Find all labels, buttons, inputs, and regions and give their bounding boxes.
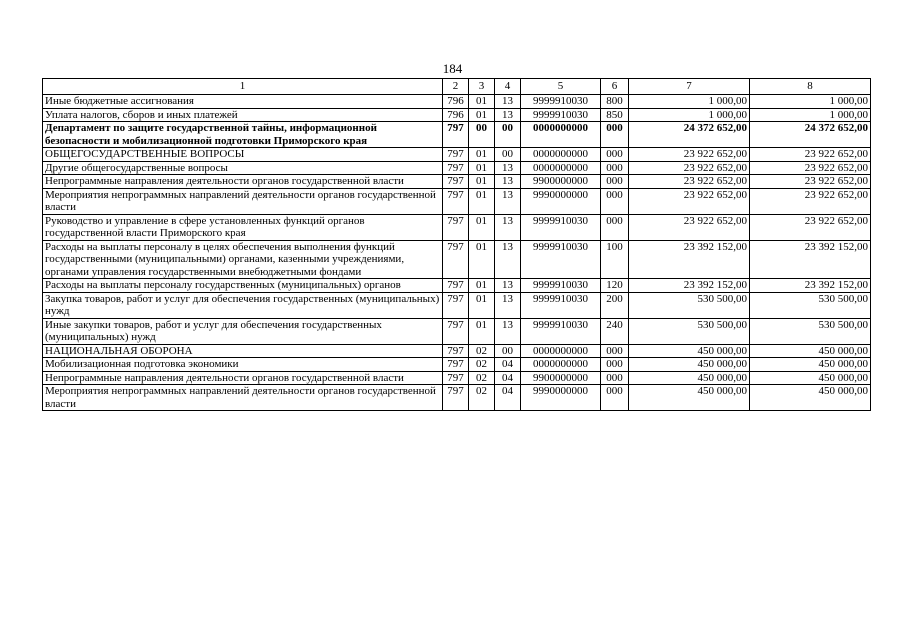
row-ved: 797: [443, 344, 469, 358]
row-name: Мобилизационная подготовка экономики: [43, 358, 443, 372]
row-subsection: 00: [495, 122, 521, 148]
row-target-code: 9900000000: [521, 371, 601, 385]
header-cell-8: 8: [750, 79, 871, 95]
header-cell-7: 7: [629, 79, 750, 95]
row-sum-2: 1 000,00: [750, 95, 871, 109]
row-sum-1: 450 000,00: [629, 358, 750, 372]
row-ved: 797: [443, 318, 469, 344]
table-row: [43, 214, 871, 240]
row-name: Расходы на выплаты персоналу в целях обеспечения выполнения функций государственными (муниципальными) органами, казенными учреждениями, органами управления государственными внебюджетными фондами: [43, 240, 443, 279]
row-subsection: 04: [495, 358, 521, 372]
table-row: [43, 240, 871, 279]
row-sum-2: 450 000,00: [750, 385, 871, 411]
row-expense-type: 000: [601, 358, 629, 372]
row-target-code: 0000000000: [521, 358, 601, 372]
table-row: [43, 148, 871, 162]
row-section: 00: [469, 122, 495, 148]
table-row: [43, 108, 871, 122]
row-ved: 797: [443, 161, 469, 175]
row-target-code: 9990000000: [521, 385, 601, 411]
table-row: [43, 188, 871, 214]
row-expense-type: 000: [601, 175, 629, 189]
row-sum-1: 23 392 152,00: [629, 279, 750, 293]
budget-table: [42, 78, 871, 411]
row-expense-type: 100: [601, 240, 629, 279]
row-subsection: 13: [495, 240, 521, 279]
row-name: Уплата налогов, сборов и иных платежей: [43, 108, 443, 122]
row-sum-1: 1 000,00: [629, 95, 750, 109]
row-name: Иные закупки товаров, работ и услуг для обеспечения государственных (муниципальных) нужд: [43, 318, 443, 344]
row-sum-2: 450 000,00: [750, 358, 871, 372]
table-header-row: [43, 79, 871, 95]
header-cell-3: 3: [469, 79, 495, 95]
row-subsection: 13: [495, 161, 521, 175]
row-subsection: 13: [495, 214, 521, 240]
row-expense-type: 000: [601, 385, 629, 411]
row-target-code: 9999910030: [521, 108, 601, 122]
row-name: Мероприятия непрограммных направлений деятельности органов государственной власти: [43, 188, 443, 214]
row-section: 02: [469, 371, 495, 385]
row-sum-1: 450 000,00: [629, 371, 750, 385]
row-subsection: 13: [495, 95, 521, 109]
row-name: Иные бюджетные ассигнования: [43, 95, 443, 109]
row-section: 02: [469, 385, 495, 411]
row-ved: 797: [443, 175, 469, 189]
row-subsection: 13: [495, 279, 521, 293]
row-subsection: 13: [495, 188, 521, 214]
row-section: 01: [469, 318, 495, 344]
row-section: 01: [469, 175, 495, 189]
row-section: 01: [469, 161, 495, 175]
row-subsection: 13: [495, 292, 521, 318]
row-sum-1: 450 000,00: [629, 385, 750, 411]
row-sum-1: 23 392 152,00: [629, 240, 750, 279]
row-name: Закупка товаров, работ и услуг для обеспечения государственных (муниципальных) нужд: [43, 292, 443, 318]
table-row: [43, 371, 871, 385]
row-ved: 797: [443, 358, 469, 372]
row-sum-1: 530 500,00: [629, 318, 750, 344]
row-target-code: 9999910030: [521, 318, 601, 344]
row-section: 01: [469, 95, 495, 109]
row-expense-type: 240: [601, 318, 629, 344]
row-sum-1: 23 922 652,00: [629, 148, 750, 162]
row-target-code: 9999910030: [521, 214, 601, 240]
row-ved: 796: [443, 95, 469, 109]
row-sum-2: 23 922 652,00: [750, 148, 871, 162]
row-subsection: 00: [495, 148, 521, 162]
row-sum-2: 23 922 652,00: [750, 188, 871, 214]
table-row: [43, 292, 871, 318]
row-ved: 797: [443, 292, 469, 318]
row-ved: 796: [443, 108, 469, 122]
row-name: ОБЩЕГОСУДАРСТВЕННЫЕ ВОПРОСЫ: [43, 148, 443, 162]
row-ved: 797: [443, 240, 469, 279]
row-ved: 797: [443, 122, 469, 148]
row-ved: 797: [443, 214, 469, 240]
row-sum-1: 23 922 652,00: [629, 161, 750, 175]
page-number: 184: [442, 61, 463, 76]
row-sum-1: 23 922 652,00: [629, 214, 750, 240]
row-expense-type: 000: [601, 161, 629, 175]
row-section: 01: [469, 188, 495, 214]
row-subsection: 13: [495, 318, 521, 344]
row-section: 02: [469, 344, 495, 358]
row-name: Руководство и управление в сфере установленных функций органов государственной власти Приморского края: [43, 214, 443, 240]
row-sum-2: 24 372 652,00: [750, 122, 871, 148]
table-row: [43, 161, 871, 175]
table-row-department: [43, 122, 871, 148]
row-ved: 797: [443, 188, 469, 214]
row-sum-1: 530 500,00: [629, 292, 750, 318]
row-section: 01: [469, 214, 495, 240]
row-name: Непрограммные направления деятельности органов государственной власти: [43, 175, 443, 189]
row-target-code: 9999910030: [521, 279, 601, 293]
row-expense-type: 000: [601, 188, 629, 214]
row-target-code: 9999910030: [521, 292, 601, 318]
row-target-code: 0000000000: [521, 344, 601, 358]
row-name: Другие общегосударственные вопросы: [43, 161, 443, 175]
row-expense-type: 800: [601, 95, 629, 109]
row-sum-2: 23 392 152,00: [750, 240, 871, 279]
row-section: 01: [469, 292, 495, 318]
row-ved: 797: [443, 371, 469, 385]
table-row: [43, 358, 871, 372]
row-sum-2: 450 000,00: [750, 344, 871, 358]
row-section: 01: [469, 279, 495, 293]
row-subsection: 04: [495, 371, 521, 385]
row-name: НАЦИОНАЛЬНАЯ ОБОРОНА: [43, 344, 443, 358]
row-section: 01: [469, 148, 495, 162]
table-row: [43, 95, 871, 109]
row-sum-2: 23 392 152,00: [750, 279, 871, 293]
row-subsection: 00: [495, 344, 521, 358]
row-sum-2: 1 000,00: [750, 108, 871, 122]
row-subsection: 13: [495, 108, 521, 122]
row-expense-type: 000: [601, 371, 629, 385]
row-sum-2: 530 500,00: [750, 292, 871, 318]
table-row: [43, 279, 871, 293]
row-sum-1: 24 372 652,00: [629, 122, 750, 148]
row-sum-2: 23 922 652,00: [750, 161, 871, 175]
row-ved: 797: [443, 148, 469, 162]
header-cell-5: 5: [521, 79, 601, 95]
table-row: [43, 344, 871, 358]
row-target-code: 9999910030: [521, 95, 601, 109]
row-target-code: 0000000000: [521, 161, 601, 175]
row-expense-type: 850: [601, 108, 629, 122]
row-expense-type: 000: [601, 148, 629, 162]
table-body: [43, 95, 871, 411]
row-expense-type: 000: [601, 214, 629, 240]
row-expense-type: 000: [601, 122, 629, 148]
row-sum-2: 23 922 652,00: [750, 175, 871, 189]
row-sum-2: 450 000,00: [750, 371, 871, 385]
header-cell-4: 4: [495, 79, 521, 95]
row-ved: 797: [443, 279, 469, 293]
row-name: Департамент по защите государственной тайны, информационной безопасности и мобилизационной подготовки Приморского края: [43, 122, 443, 148]
table-row: [43, 318, 871, 344]
row-sum-1: 23 922 652,00: [629, 188, 750, 214]
row-subsection: 13: [495, 175, 521, 189]
row-name: Мероприятия непрограммных направлений деятельности органов государственной власти: [43, 385, 443, 411]
row-section: 01: [469, 240, 495, 279]
row-sum-2: 530 500,00: [750, 318, 871, 344]
row-target-code: 0000000000: [521, 122, 601, 148]
row-sum-1: 23 922 652,00: [629, 175, 750, 189]
row-name: Непрограммные направления деятельности органов государственной власти: [43, 371, 443, 385]
row-section: 02: [469, 358, 495, 372]
row-sum-2: 23 922 652,00: [750, 214, 871, 240]
header-cell-2: 2: [443, 79, 469, 95]
row-name: Расходы на выплаты персоналу государственных (муниципальных) органов: [43, 279, 443, 293]
header-cell-6: 6: [601, 79, 629, 95]
row-target-code: 9900000000: [521, 175, 601, 189]
row-target-code: 9990000000: [521, 188, 601, 214]
table-row: [43, 385, 871, 411]
row-expense-type: 000: [601, 344, 629, 358]
row-ved: 797: [443, 385, 469, 411]
row-expense-type: 120: [601, 279, 629, 293]
row-section: 01: [469, 108, 495, 122]
table-row: [43, 175, 871, 189]
row-subsection: 04: [495, 385, 521, 411]
header-cell-1: 1: [43, 79, 443, 95]
row-expense-type: 200: [601, 292, 629, 318]
row-target-code: 0000000000: [521, 148, 601, 162]
row-sum-1: 1 000,00: [629, 108, 750, 122]
row-sum-1: 450 000,00: [629, 344, 750, 358]
row-target-code: 9999910030: [521, 240, 601, 279]
